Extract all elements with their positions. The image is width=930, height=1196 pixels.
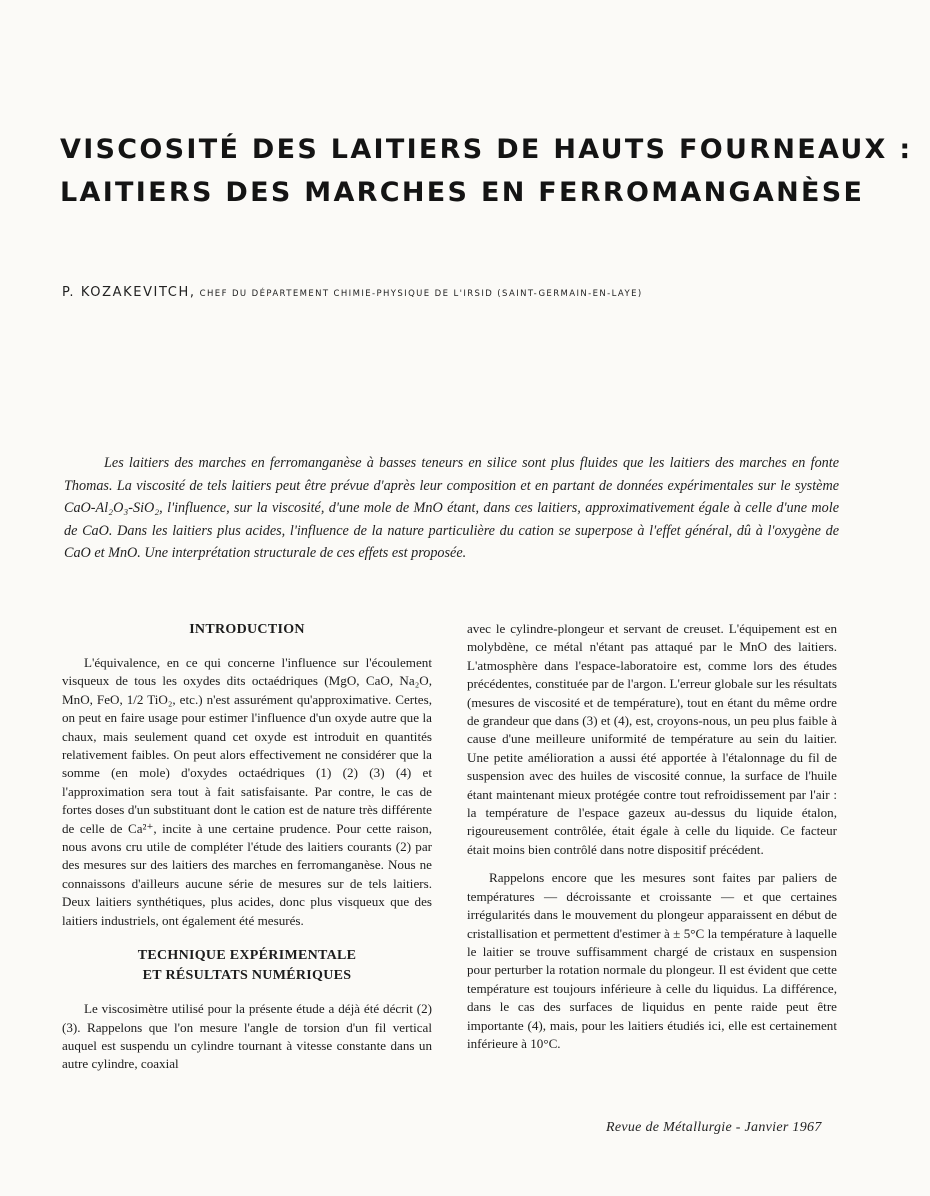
section-heading-introduction: INTRODUCTION <box>189 622 305 637</box>
technique-paragraph-3: Rappelons encore que les mesures sont faites par paliers de températures — décroissante et croissante — et que certaines irrégularités dans le mouvement du plongeur apparaissent en début de cristallisation et permettent d'estimer à ± 5°C la température à laquelle le laitier se trouve suffisamment chargé de cristaux en suspension pour perturber la rotation normale du plongeur. Il est évident que cette température est toujours inférieure à celle du liquidus. La différence, dans le cas des surfaces de liquidus en pente raide peut être importante (4), mais, pour les laitiers étudiés ici, elle est certainement inférieure à 10°C. <box>467 870 837 1051</box>
column-right <box>467 620 837 1063</box>
technique-heading-line-2: ET RÉSULTATS NUMÉRIQUES <box>142 968 352 984</box>
title-line-2: LAITIERS DES MARCHES EN FERROMANGANÈSE <box>60 177 865 208</box>
article-title <box>60 128 913 214</box>
section-heading-technique <box>62 946 432 986</box>
title-line-1: VISCOSITÉ DES LAITIERS DE HAUTS FOURNEAUX : <box>60 134 913 165</box>
column-left <box>62 620 432 1084</box>
technique-heading-line-1: TECHNIQUE EXPÉRIMENTALE <box>137 948 357 964</box>
introduction-paragraph: L'équivalence, en ce qui concerne l'influence sur l'écoulement visqueux de tous les oxydes dits octaédriques (MgO, CaO, Na₂O, MnO, FeO, 1/2 TiO₂, etc.) n'est assurément qu'approximative. Certes, on peut en faire usage pour estimer l'influence d'un oxyde autre que la chaux, mais seulement quand cet oxyde est introduit en quantités relativement faibles. On peut alors effectivement ne considérer que la somme (en mole) d'oxydes octaédriques (1) (2) (3) (4) et l'approximation sera tout à fait satisfaisante. Par contre, le cas de fortes doses d'un substituant dont le cation est de nature très différente de celle de Ca²⁺, incite à une certaine prudence. Pour cette raison, nous avons cru utile de compléter l'étude des laitiers courants (2) par des mesures sur des laitiers des marches en ferromanganèse. Nous ne connaissons d'ailleurs aucune série de mesures sur de tels laitiers. Deux laitiers synthétiques, plus acides, donc plus visqueux que des laitiers industriels, ont également été mesurés. <box>62 655 432 928</box>
author-name: P. KOZAKEVITCH, <box>62 285 196 300</box>
journal-footer: Revue de Métallurgie - Janvier 1967 <box>606 1120 822 1135</box>
technique-paragraph-2: avec le cylindre-plongeur et servant de creuset. L'équipement est en molybdène, ce métal n'étant pas attaqué par le MnO des laitiers. L'atmosphère dans l'espace-laboratoire est, comme lors des études précédentes, constituée par de l'argon. L'erreur globale sur les résultats (mesures de viscosité et de température), tout en étant du même ordre de grandeur que dans (3) et (4), est, croyons-nous, un peu plus faible à cause d'une meilleure uniformité de température au sein du laitier. Une petite amélioration a aussi été apportée à l'étalonnage du fil de suspension avec des huiles de viscosité connue, la surface de l'huile étant maintenant mieux protégée contre tout refroidissement par l'air : la température de l'espace gazeux au-dessus du liquide étalon, rigoureusement contrôlée, était égale à celle du liquide. Ce facteur était moins bien contrôlé dans notre dispositif précédent. <box>467 621 837 857</box>
author-affiliation: CHEF DU DÉPARTEMENT CHIMIE-PHYSIQUE DE L'IRSID (SAINT-GERMAIN-EN-LAYE) <box>199 289 643 299</box>
abstract: Les laitiers des marches en ferromanganèse à basses teneurs en silice sont plus fluides que les laitiers des marches en fonte Thomas. La viscosité de tels laitiers peut être prévue d'après leur composition et en partant de données expérimentales sur le système CaO-Al₂O₃-SiO₂, l'influence, sur la viscosité, d'une mole de MnO étant, dans ces laitiers, approximativement égale à celle d'une mole de CaO. Dans les laitiers plus acides, l'influence de la nature particulière du cation se superpose à l'effet général, dû à l'oxygène de CaO et MnO. Une interprétation structurale de ces effets est proposée. <box>64 455 839 561</box>
byline <box>62 285 862 300</box>
technique-paragraph-1: Le viscosimètre utilisé pour la présente étude a déjà été décrit (2) (3). Rappelons que l'on mesure l'angle de torsion d'un fil vertical auquel est suspendu un cylindre tournant à vitesse constante dans un autre cylindre, coaxial <box>62 1001 432 1072</box>
